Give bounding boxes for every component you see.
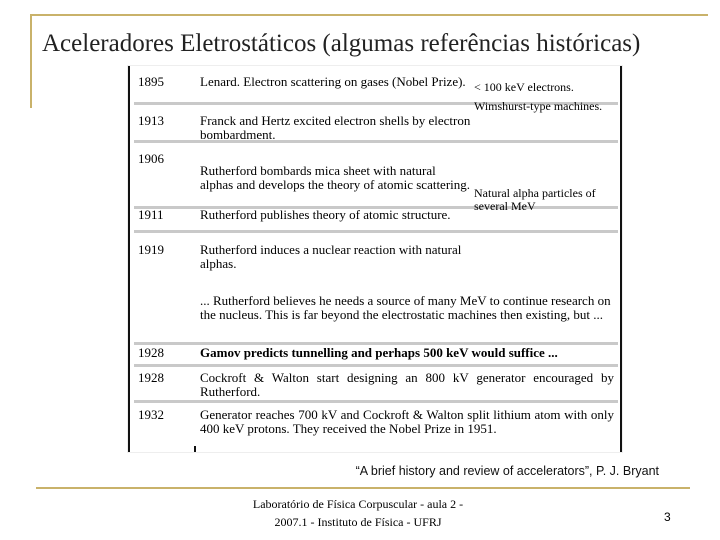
row-divider — [134, 400, 618, 403]
footer-line-1: Laboratório de Física Corpuscular - aula 2 - — [252, 497, 464, 511]
timeline-year: 1928 — [138, 370, 164, 385]
footer-divider — [36, 487, 690, 489]
timeline-year: 1913 — [138, 113, 164, 128]
figure-bottom-tick — [194, 446, 196, 452]
timeline-year: 1932 — [138, 407, 164, 422]
row-divider — [134, 230, 618, 233]
timeline-note: < 100 keV electrons. — [474, 80, 574, 94]
timeline-event: Rutherford publishes theory of atomic structure. — [200, 207, 451, 222]
timeline-year: 1919 — [138, 242, 164, 257]
timeline-year: 1906 — [138, 151, 164, 166]
page-number: 3 — [664, 510, 671, 524]
timeline-year: 1928 — [138, 345, 164, 360]
source-caption: “A brief history and review of accelerators”, P. J. Bryant — [355, 464, 659, 478]
timeline-event: Franck and Hertz excited electron shells by electron bombardment. — [200, 113, 471, 142]
timeline-event: Cockroft & Walton start designing an 800 kV generator encouraged by Rutherford. — [200, 370, 614, 399]
timeline-event: Rutherford bombards mica sheet with natural alphas and develops the theory of atomic scattering. — [200, 163, 471, 192]
slide-footer — [240, 495, 476, 531]
timeline-event: Lenard. Electron scattering on gases (Nobel Prize). — [200, 74, 466, 89]
timeline-event: ... Rutherford believes he needs a source of many MeV to continue research on the nucleus. This is far beyond the electrostatic machines then existing, but ... — [200, 293, 611, 322]
timeline-event: Generator reaches 700 kV and Cockroft & Walton split lithium atom with only 400 keV protons. They received the Nobel Prize in 1951. — [200, 407, 614, 436]
figure-left-rule — [128, 66, 130, 452]
timeline-note: Natural alpha particles of several MeV — [474, 186, 596, 213]
decorative-horizontal-line — [30, 14, 708, 16]
timeline-event: Gamov predicts tunnelling and perhaps 500 keV would suffice ... — [200, 345, 558, 360]
footer-line-2: 2007.1 - Instituto de Física - UFRJ — [274, 515, 442, 529]
timeline-event: Rutherford induces a nuclear reaction with natural alphas. — [200, 242, 462, 271]
timeline-figure — [128, 66, 622, 452]
row-divider — [134, 364, 618, 367]
decorative-vertical-line — [30, 14, 32, 108]
timeline-year: 1895 — [138, 74, 164, 89]
figure-right-rule — [620, 66, 622, 452]
timeline-year: 1911 — [138, 207, 164, 222]
timeline-note: Wimshurst-type machines. — [474, 99, 603, 113]
slide-title: Aceleradores Eletrostáticos (algumas referências históricas) — [42, 30, 641, 57]
